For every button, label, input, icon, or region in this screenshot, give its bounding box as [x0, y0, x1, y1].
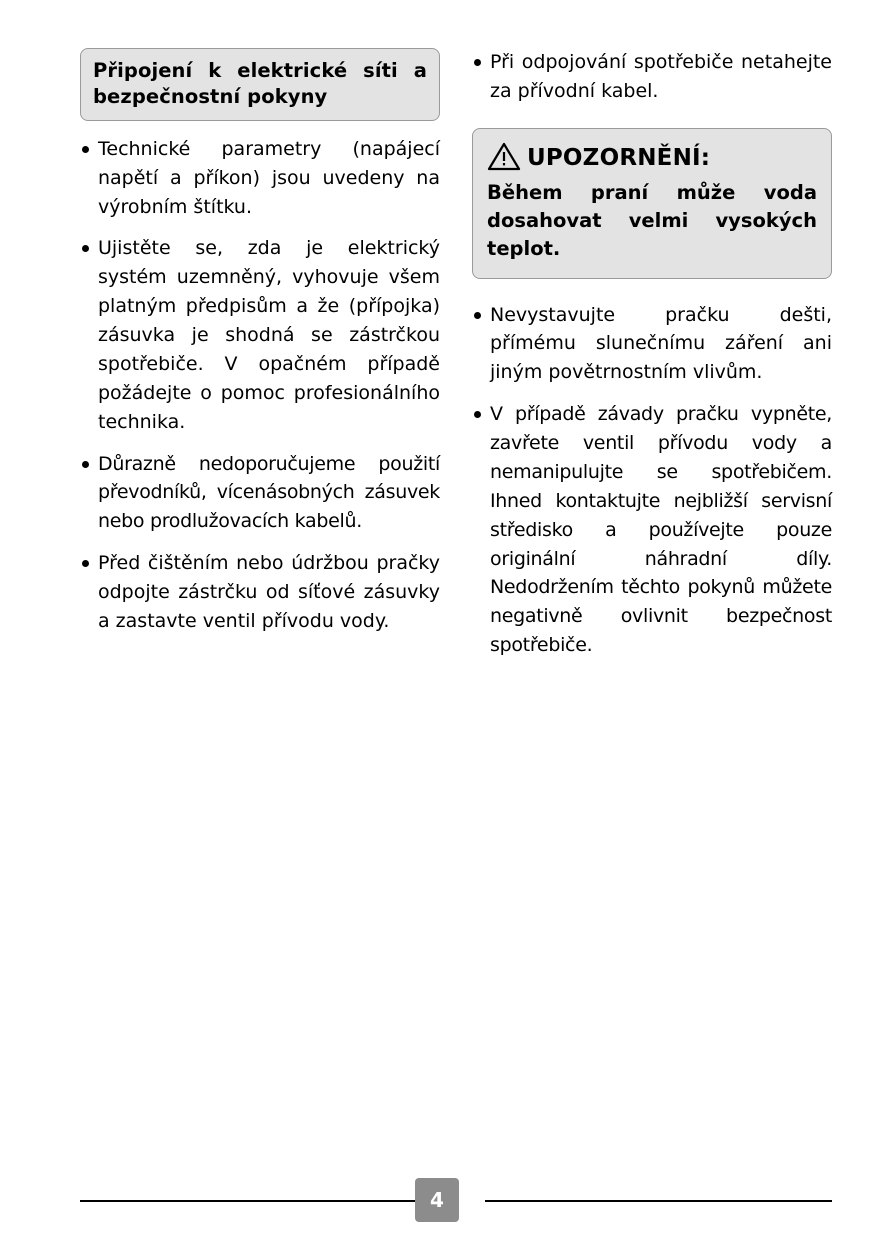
- list-item: Technické parametry (napájecí napětí a příkon) jsou uvedeny na výrobním štítku.: [80, 135, 440, 222]
- warning-text: Během praní může voda dosahovat velmi vysokých teplot.: [487, 180, 817, 261]
- footer-rule-right: [485, 1200, 832, 1202]
- page-footer: [0, 1178, 874, 1222]
- warning-title: UPOZORNĚNÍ:: [527, 144, 711, 171]
- list-item: Před čištěním nebo údržbou pračky odpojte zástrčku od síťové zásuvky a zastavte ventil přívodu vody.: [80, 549, 440, 636]
- right-column: [472, 48, 832, 673]
- list-item: Důrazně nedoporučujeme použití převodníků, vícenásobných zásuvek nebo prodlužovacích kabelů.: [80, 450, 440, 537]
- warning-box: [472, 128, 832, 279]
- left-column: [80, 48, 440, 673]
- warning-header: [487, 141, 817, 175]
- list-item: Nevystavujte pračku dešti, přímému slunečnímu záření ani jiným povětrnostním vlivům.: [472, 301, 832, 388]
- two-column-body: [80, 48, 832, 673]
- list-item: Ujistěte se, zda je elektrický systém uzemněný, vyhovuje všem platným předpisům a že (přípojka) zásuvka je shodná se zástrčkou spotřebiče. V opačném případě požádejte o pomoc profesionálního technika.: [80, 234, 440, 436]
- page-title: Připojení k elektrické síti a bezpečnostní pokyny: [93, 59, 427, 108]
- list-item: Při odpojování spotřebiče netahejte za přívodní kabel.: [472, 48, 832, 106]
- list-item: V případě závady pračku vypněte, zavřete ventil přívodu vody a nemanipulujte se spotřebičem. Ihned kontaktujte nejbližší servisní středisko a používejte pouze originální náhradní díly. Nedodržením těchto pokynů můžete negativně ovlivnit bezpečnost spotřebiče.: [472, 400, 832, 660]
- footer-rule-left: [80, 1200, 427, 1202]
- section-heading-box: [80, 48, 440, 121]
- warning-triangle-icon: [487, 141, 521, 175]
- page-number-badge: 4: [415, 1178, 459, 1222]
